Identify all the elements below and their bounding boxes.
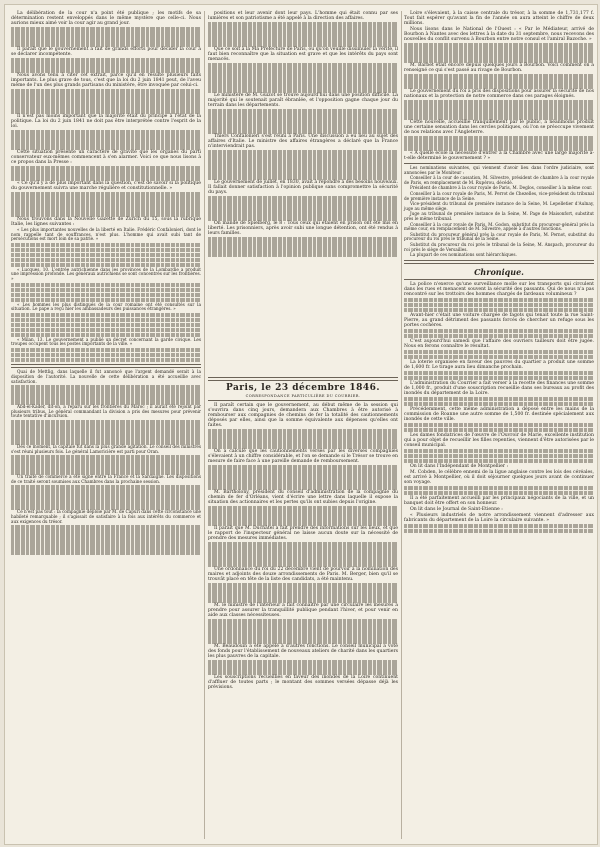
paragraph: Substitut du procureur général près la cour royale de Paris, M. Pernot, substitut du procureur du roi près le tribunal de la Seine. — [404, 231, 594, 242]
text-line — [208, 170, 398, 175]
text-line — [208, 83, 398, 88]
paragraph: Avant-hier c'était une voiture chargée de fagots qui tenait toute la rue Saint-Pierre, au grand détriment des passants forcés de chercher un refuge sous les portes cochères. — [404, 312, 594, 328]
text-line — [208, 429, 398, 434]
text-line — [208, 542, 398, 547]
paragraph: Le gouvernement de juillet, en 1830, avait à répondre à des besoins nouveaux. Il fallait donner satisfaction à l'opinion publique sans compromettre la sécurité du pays. — [208, 180, 398, 195]
text-line — [11, 505, 201, 510]
text-line — [208, 506, 398, 511]
text-line — [11, 495, 201, 500]
text-line — [208, 439, 398, 444]
text-line — [404, 529, 594, 534]
text-line — [208, 670, 398, 675]
text-line — [11, 455, 201, 460]
paragraph: « A quelle école la nécessité d'entrer à la Chambre avec une large majorité a-t-elle déterminé le gouvernement ? » — [404, 151, 594, 161]
text-line — [208, 516, 398, 521]
text-line — [208, 247, 398, 252]
paragraph: La délibération de la cour n'a point été publique ; les motifs de sa détermination restent enveloppés dans le même mystère que celle-ci. Nous aurions mieux aimé voir la cour agir au grand jour. — [11, 11, 201, 26]
text-line — [404, 355, 594, 360]
text-line — [208, 593, 398, 598]
text-line — [208, 165, 398, 170]
text-line — [404, 48, 594, 53]
paragraph: M. le ministre de l'intérieur a fait connaître par une circulaire les mesures à prendre pour assurer la tranquillité publique pendant l'hiver, et pour venir en aide aux classes nécessiteuses. — [208, 603, 398, 618]
paragraph: Juge au tribunal de première instance de la Seine, M. Page de Maisonfort, substitut près le même tribunal. — [404, 211, 594, 221]
paragraph: L'administration du Courrier a fait verser à la recette des finances une somme de 1,000 fr., produit d'une souscription recueillie dans ses bureaux au profit des inondés du département de la Loire. — [404, 380, 594, 396]
text-line — [11, 258, 201, 263]
text-line — [404, 350, 594, 355]
paragraph: « Milan, 13. Le gouvernement a publié un décret concernant la garde civique. Les troupes occupent tous les postes importants de la ville. » — [11, 336, 201, 347]
paragraph: Les dames fondatrices de l'œuvre de l'Ouvroir de Marie, excellente institution qui a pour objet de recueillir les filles repenties, viennent d'être autorisées par le conseil municipal. — [404, 432, 594, 448]
text-line — [11, 348, 201, 353]
text-line — [208, 252, 398, 257]
text-line — [208, 206, 398, 211]
text-line — [11, 176, 201, 181]
paragraph: Conseiller à la cour royale de Paris, M. Perrot de Chezelles, vice-président du tribunal de première instance de la Seine. — [404, 190, 594, 201]
text-line — [11, 465, 201, 470]
text-line — [11, 358, 201, 363]
text-line — [11, 197, 201, 202]
paragraph: positions et leur avenir dont leur pays. L'homme qui était connu par ses lumières et son patriotisme a été appelé à la direction des affaires. — [208, 11, 398, 21]
paragraph: Conseiller à la cour royale de Paris, M. Godon, substitut du procureur-général près la même cour, en remplacement de M. Silvestre, appelé à d'autres fonctions. — [404, 221, 594, 232]
text-line — [11, 395, 201, 400]
paragraph: Thiers Confalonieri s'est réuni à Paris. Une discussion a eu lieu au sujet des affaires d'Italie. Le ministre des affaires étrangères a déclaré que la France n'interviendrait pas. — [208, 134, 398, 149]
text-line — [404, 308, 594, 313]
text-line — [11, 425, 201, 430]
text-line — [404, 371, 594, 376]
text-line — [11, 171, 201, 176]
text-line — [11, 333, 201, 338]
text-line — [404, 115, 594, 120]
text-line — [11, 435, 201, 440]
text-line — [404, 423, 594, 428]
paragraph: On a calculé que les cautionnements versés par les diverses compagnies s'élevaient à un chiffre considérable, et l'on se demande si le Trésor se trouve en mesure de faire face à une pareille demande de remboursement. — [208, 449, 398, 464]
text-line — [11, 99, 201, 104]
section-heading-chronique: Chronique. — [474, 266, 524, 277]
text-line — [208, 88, 398, 93]
text-line — [11, 192, 201, 197]
text-line — [11, 58, 201, 63]
text-line — [11, 385, 201, 390]
text-line — [11, 353, 201, 358]
text-line — [404, 84, 594, 89]
paragraph: La loterie organisée en faveur des pauvres du quartier a produit une somme de 1,600 fr. Le tirage aura lieu dimanche prochain. — [404, 359, 594, 370]
text-line — [11, 89, 201, 94]
text-line — [11, 263, 201, 268]
paragraph: Il n'est pas moins important que la majorité était du principe à l'état de la politique. La loi du 2 juin 1841 ne doit pas être interprétée contre l'esprit de la loi. — [11, 114, 201, 129]
paragraph: Les nominations suivantes, qui viennent d'avoir lieu dans l'ordre judiciaire, sont annoncées par le Moniteur : — [404, 165, 594, 175]
text-line — [11, 243, 201, 248]
paragraph: M. Barbet était encore depuis quelques jours à Bourbon. Voici comment on a renseigné ce qui s'est passé au rivage de Bourbon. — [404, 63, 594, 73]
text-line — [208, 27, 398, 32]
text-line — [11, 420, 201, 425]
text-line — [208, 665, 398, 670]
text-line — [11, 253, 201, 258]
paragraph: « Ce qu'il y a de plus important dans la question, c'est de savoir si la politique du gouvernement suivra une marche régulière et constitutionnelle. » — [11, 181, 201, 191]
text-line — [404, 298, 594, 303]
text-line — [11, 109, 201, 114]
text-line — [208, 475, 398, 480]
paragraph: Quai de Mettlig, dans laquelle il fut annoncé que l'argent demandé serait à la disposition de l'autorité. La nouvelle de cette délibération a été accueillie avec satisfaction. — [11, 369, 201, 384]
paragraph: On lit dans le Journal de Saint-Etienne : — [410, 506, 503, 512]
text-line — [11, 313, 201, 318]
text-line — [404, 100, 594, 105]
text-line — [208, 552, 398, 557]
text-line — [11, 283, 201, 288]
paragraph: Président de chambre à la cour royale de Paris, M. Deglos, conseiller à la même cour. — [410, 185, 593, 191]
column-middle — [208, 11, 398, 257]
text-line — [11, 430, 201, 435]
text-line — [208, 22, 398, 27]
text-line — [404, 136, 594, 141]
text-line — [11, 94, 201, 99]
text-line — [208, 237, 398, 242]
paragraph: Il paraît certain que le gouvernement, au début même de la session qui s'ouvrira dans cinq jours, demandera aux Chambres à être autorisé à rembourser aux compagnies de chemins de fer la totalité des cautionnements déposés par elles, ainsi que la somme équivalente aux dépenses qu'elles ont faites. — [208, 403, 398, 428]
paragraph: « Les plus importantes nouvelles de la liberté en Italie. Frédéric Confalonieri, dont le nom rappelle tant de souffrances, n'est plus. L'homme qui avait subi tant de persécutions est mort loin de sa patrie. » — [11, 227, 201, 242]
column-right — [404, 11, 594, 534]
text-line — [11, 37, 201, 42]
text-line — [208, 242, 398, 247]
text-line — [11, 135, 201, 140]
text-line — [208, 32, 398, 37]
text-line — [404, 43, 594, 48]
paragraph: Dès ce moment, la capitale fut dans la plus grande agitation. Le conseil des ministres s'est réuni plusieurs fois. Le général Lamoricière est parti pour Oran. — [11, 444, 201, 454]
text-line — [208, 444, 398, 449]
paragraph: Nous lisons dans le National de l'Ouest : « Par le Médiateur, arrivé de Bourbon à Nantes avec des lettres à la date du 31 septembre, nous recevons des nouvelles du conflit survenu à Bourbon entre notre consul et l'amiral Bazoche. » — [404, 27, 594, 42]
text-line — [11, 32, 201, 37]
text-line — [208, 588, 398, 593]
text-line — [208, 124, 398, 129]
paragraph: Cette nouvelle, accueillie tranquillement par le public, a néanmoins produit une certaine sensation dans les cercles politiques, où l'on se préoccupe vivement de nos relations avec l'Angleterre. — [404, 120, 594, 135]
paragraph: C'est aujourd'hui samedi que l'affaire des ouvriers tailleurs doit être jugée. Nous en ferons connaître le résultat. — [404, 338, 594, 349]
text-line — [404, 524, 594, 529]
text-line — [208, 155, 398, 160]
paragraph: « Plusieurs industriels de notre arrondissement viennent d'adresser aux fabricants du département de la Loire la circulaire suivante. » — [404, 512, 594, 523]
text-line — [404, 141, 594, 146]
text-line — [11, 130, 201, 135]
text-line — [208, 175, 398, 180]
text-line — [11, 323, 201, 328]
text-line — [11, 202, 201, 207]
text-line — [11, 293, 201, 298]
text-line — [11, 288, 201, 293]
paragraph: Il paraît que le gouvernement a fait de grands efforts pour décider la cour à se déclarer incompétente. — [11, 47, 201, 57]
paragraph: Loire s'élevaient, à la caisse centrale du trésor, à la somme de 1,731,177 f. Tout fait espérer qu'avant la fin de l'année on aura atteint le chiffre de deux millions. — [404, 11, 594, 26]
text-line — [208, 37, 398, 42]
column-rule — [204, 11, 205, 839]
column-rule — [401, 11, 402, 839]
divider — [404, 163, 594, 164]
text-line — [208, 129, 398, 134]
text-line — [208, 619, 398, 624]
paragraph: La police n'exerce qu'une surveillance molle sur les transports qui circulent dans les rues et menacent souvent la sécurité des passants. Qui de nous n'a pas rencontré sur les trottoirs des hommes chargés de fardeaux volumineux ? — [404, 281, 594, 297]
text-line — [11, 63, 201, 68]
dateline-masthead — [208, 375, 398, 691]
text-line — [208, 78, 398, 83]
text-line — [404, 74, 594, 79]
paragraph: « Les hommes les plus distingués de la cour romaine ont été consultés sur la situation. Le pape a reçu hier les ambassadeurs des puissances étrangères. » — [11, 301, 201, 312]
column-left — [11, 11, 201, 555]
text-line — [208, 160, 398, 165]
paragraph: Il a été parfaitement accueilli par les principaux négociants de la ville, et un banquet doit être offert en son honneur. — [404, 495, 594, 506]
newspaper-page — [4, 4, 598, 845]
text-line — [11, 68, 201, 73]
article-body — [11, 11, 201, 555]
text-line — [11, 400, 201, 405]
text-line — [404, 459, 594, 464]
divider — [208, 400, 398, 401]
text-line — [208, 68, 398, 73]
paragraph: Précédemment, cette même administration a déposé entre les mains de la commission de Roanne une autre somme de 1,500 fr. destinée spécialement aux inondés de cette ville. — [404, 406, 594, 422]
text-line — [11, 440, 201, 445]
text-line — [11, 42, 201, 47]
paragraph: Substitut du procureur du roi près le tribunal de la Seine, M. Anspach, procureur du roi près le siège de Versailles. — [404, 241, 594, 252]
divider — [404, 279, 594, 280]
text-line — [208, 201, 398, 206]
text-line — [11, 525, 201, 530]
paragraph: On mande de Spielberg, le 8 : Tous ceux qui étaient en prison ont été mis en liberté. Les prisonniers, après avoir subi une longue détention, ont été rendus à leurs familles. — [208, 221, 398, 236]
text-line — [11, 535, 201, 540]
text-line — [404, 376, 594, 381]
text-line — [11, 328, 201, 333]
text-line — [404, 146, 594, 151]
text-line — [404, 105, 594, 110]
text-line — [208, 114, 398, 119]
text-line — [208, 583, 398, 588]
text-line — [11, 460, 201, 465]
text-line — [208, 598, 398, 603]
text-line — [208, 639, 398, 644]
paragraph: Le gouvernement du roi a pris des dispositions pour assurer la sécurité de nos nationaux et la protection de notre commerce dans ces parages éloignés. — [404, 89, 594, 99]
text-line — [208, 557, 398, 562]
paragraph: Que ce soit à la Ma Prefecture de Paris, ou qu'on veuille dissimuler la vérité, il faut bien reconnaître que la situation est grave et que les intérêts du pays sont menacés. — [208, 47, 398, 62]
text-line — [404, 428, 594, 433]
text-line — [404, 402, 594, 407]
text-line — [208, 211, 398, 216]
text-line — [11, 390, 201, 395]
text-line — [11, 140, 201, 145]
text-line — [208, 485, 398, 490]
paragraph: Les souscriptions recueillies en faveur des inondés de la Loire continuent d'affluer de toutes parts ; le montant des sommes versées dépasse déjà les prévisions. — [208, 675, 398, 690]
text-line — [11, 550, 201, 555]
paragraph: Il paraît que M. Duchâtel a fait prendre des informations sur les lieux, et que le rapport de l'inspecteur général ne laisse aucun doute sur la nécessité de prendre des mesures immédiates. — [208, 526, 398, 541]
text-line — [208, 521, 398, 526]
text-line — [11, 490, 201, 495]
paragraph: « Lucques, 10. L'entrée autrichienne dans les provinces de la Lombardie a produit une impression profonde. Les généraux autrichiens se sont concentrés sur les frontières. » — [11, 266, 201, 281]
text-line — [404, 58, 594, 63]
text-line — [404, 397, 594, 402]
paragraph: Un traité de commerce a été signé entre la France et la Sardaigne. Les dispositions de ce traité seront soumises aux Chambres dans la prochaine session. — [11, 474, 201, 484]
text-line — [11, 298, 201, 303]
divider — [11, 364, 201, 368]
text-line — [11, 540, 201, 545]
text-line — [208, 196, 398, 201]
text-line — [404, 303, 594, 308]
text-line — [208, 629, 398, 634]
paragraph: Abd-el-Kader, dit-on, a reparu sur les frontières du Maroc ; il aurait été rejoint par plusieurs tribus. Le général commandant la division a pris des mesures pour prévenir toute tentative d'incursion. — [11, 404, 201, 419]
text-line — [208, 119, 398, 124]
paragraph: M. Beaudouin a été appelé à d'autres fonctions. Le conseil municipal a voté des fonds pour l'établissement de nouveaux ateliers de charité dans les quartiers les plus pauvres de la capitale. — [208, 644, 398, 659]
text-line — [208, 660, 398, 665]
text-line — [208, 562, 398, 567]
text-line — [11, 166, 201, 171]
text-line — [11, 545, 201, 550]
paragraph: Ce n'est pas tout : la compagnie déploie par M. de Capuri dans cette circonstance une habileté remarquable ; il s'agissait de satisfaire à la fois aux intérêts du commerce et aux exigences du trésor. — [11, 509, 201, 524]
text-line — [11, 530, 201, 535]
dateline-subtitle: CORRESPONDANCE PARTICULIÈRE DU COURRIER. — [245, 394, 361, 398]
paragraph: Nous trouvons dans la Nouvelle Gazette de Zurich du 15, sous la rubrique Italie, les lignes suivantes : — [11, 217, 201, 227]
text-line — [208, 624, 398, 629]
text-line — [208, 434, 398, 439]
text-line — [208, 109, 398, 114]
paragraph: Le ministère de M. Guizot se trouve aujourd'hui dans une position difficile. La majorité qui le soutenait paraît ébranlée, et l'opposition gagne chaque jour du terrain dans les départements. — [208, 93, 398, 108]
text-line — [11, 207, 201, 212]
text-line — [208, 465, 398, 470]
paragraph: On lit dans l'Indépendant de Montpellier : — [410, 463, 508, 469]
text-line — [404, 454, 594, 459]
text-line — [404, 110, 594, 115]
text-line — [11, 248, 201, 253]
paragraph: M. Bartholony, président du conseil d'administration de la compagnie du chemin de fer d'Orléans, vient d'écrire une lettre dans laquelle il expose la situation des actionnaires et les pertes qu'ils ont subies depuis l'origine. — [208, 490, 398, 505]
text-line — [11, 212, 201, 217]
text-line — [404, 334, 594, 339]
text-line — [208, 547, 398, 552]
text-line — [208, 150, 398, 155]
text-line — [208, 511, 398, 516]
text-line — [11, 470, 201, 475]
paragraph: M. Cobden, le célèbre ennemi de la ligue anglaise contre les lois des céréales, est arrivé à Montpellier, où il doit séjourner quelques jours avant de continuer son voyage. — [404, 469, 594, 485]
paragraph: Conseiller à la cour de cassation, M. Silvestre, président de chambre à la cour royale de Paris, en remplacement de M. Rupérou, décédé. — [404, 175, 594, 185]
text-line — [208, 480, 398, 485]
text-line — [208, 634, 398, 639]
text-line — [208, 63, 398, 68]
paragraph: Nous avons tenu à citer cet extrait, parce qu'il en résulte plusieurs faits importants. Le plus grave de tous, c'est que la loi du 2 juin 1841 peut, de l'aveu même de l'un des plus grands partisans du ministère, être invoquée par celui-ci. — [11, 73, 201, 88]
text-line — [11, 145, 201, 150]
text-line — [208, 73, 398, 78]
text-line — [404, 491, 594, 496]
text-line — [404, 53, 594, 58]
text-line — [208, 216, 398, 221]
paragraph: Cette situation présente un caractère de gravité que les organes du parti conservateur eux-mêmes commencent à s'en alarmer. Voici ce que nous lisons à ce propos dans la Presse : — [11, 150, 201, 165]
text-line — [11, 485, 201, 490]
text-line — [404, 79, 594, 84]
text-line — [404, 329, 594, 334]
text-line — [11, 104, 201, 109]
paragraph: Vice-président du tribunal de première instance de la Seine, M. Lepelletier d'Aulnay, juge au même siège. — [404, 201, 594, 211]
text-line — [11, 27, 201, 32]
paragraph: Une ordonnance du roi du 22 décembre vient de pourvoir à la nomination des maires et adjoints des douze arrondissements de Paris. M. Berger, bien qu'il se trouvât placé en tête de la liste des candidats, a été maintenu. — [208, 567, 398, 582]
dateline-title: Paris, le 23 décembre 1846. — [225, 383, 381, 393]
text-line — [208, 42, 398, 47]
text-line — [404, 449, 594, 454]
divider — [404, 260, 594, 264]
text-line — [11, 500, 201, 505]
text-line — [404, 486, 594, 491]
divider — [208, 377, 398, 381]
text-line — [208, 470, 398, 475]
paragraph: La plupart de ces nominations sont hiérarchiques. — [410, 252, 517, 258]
text-line — [11, 318, 201, 323]
